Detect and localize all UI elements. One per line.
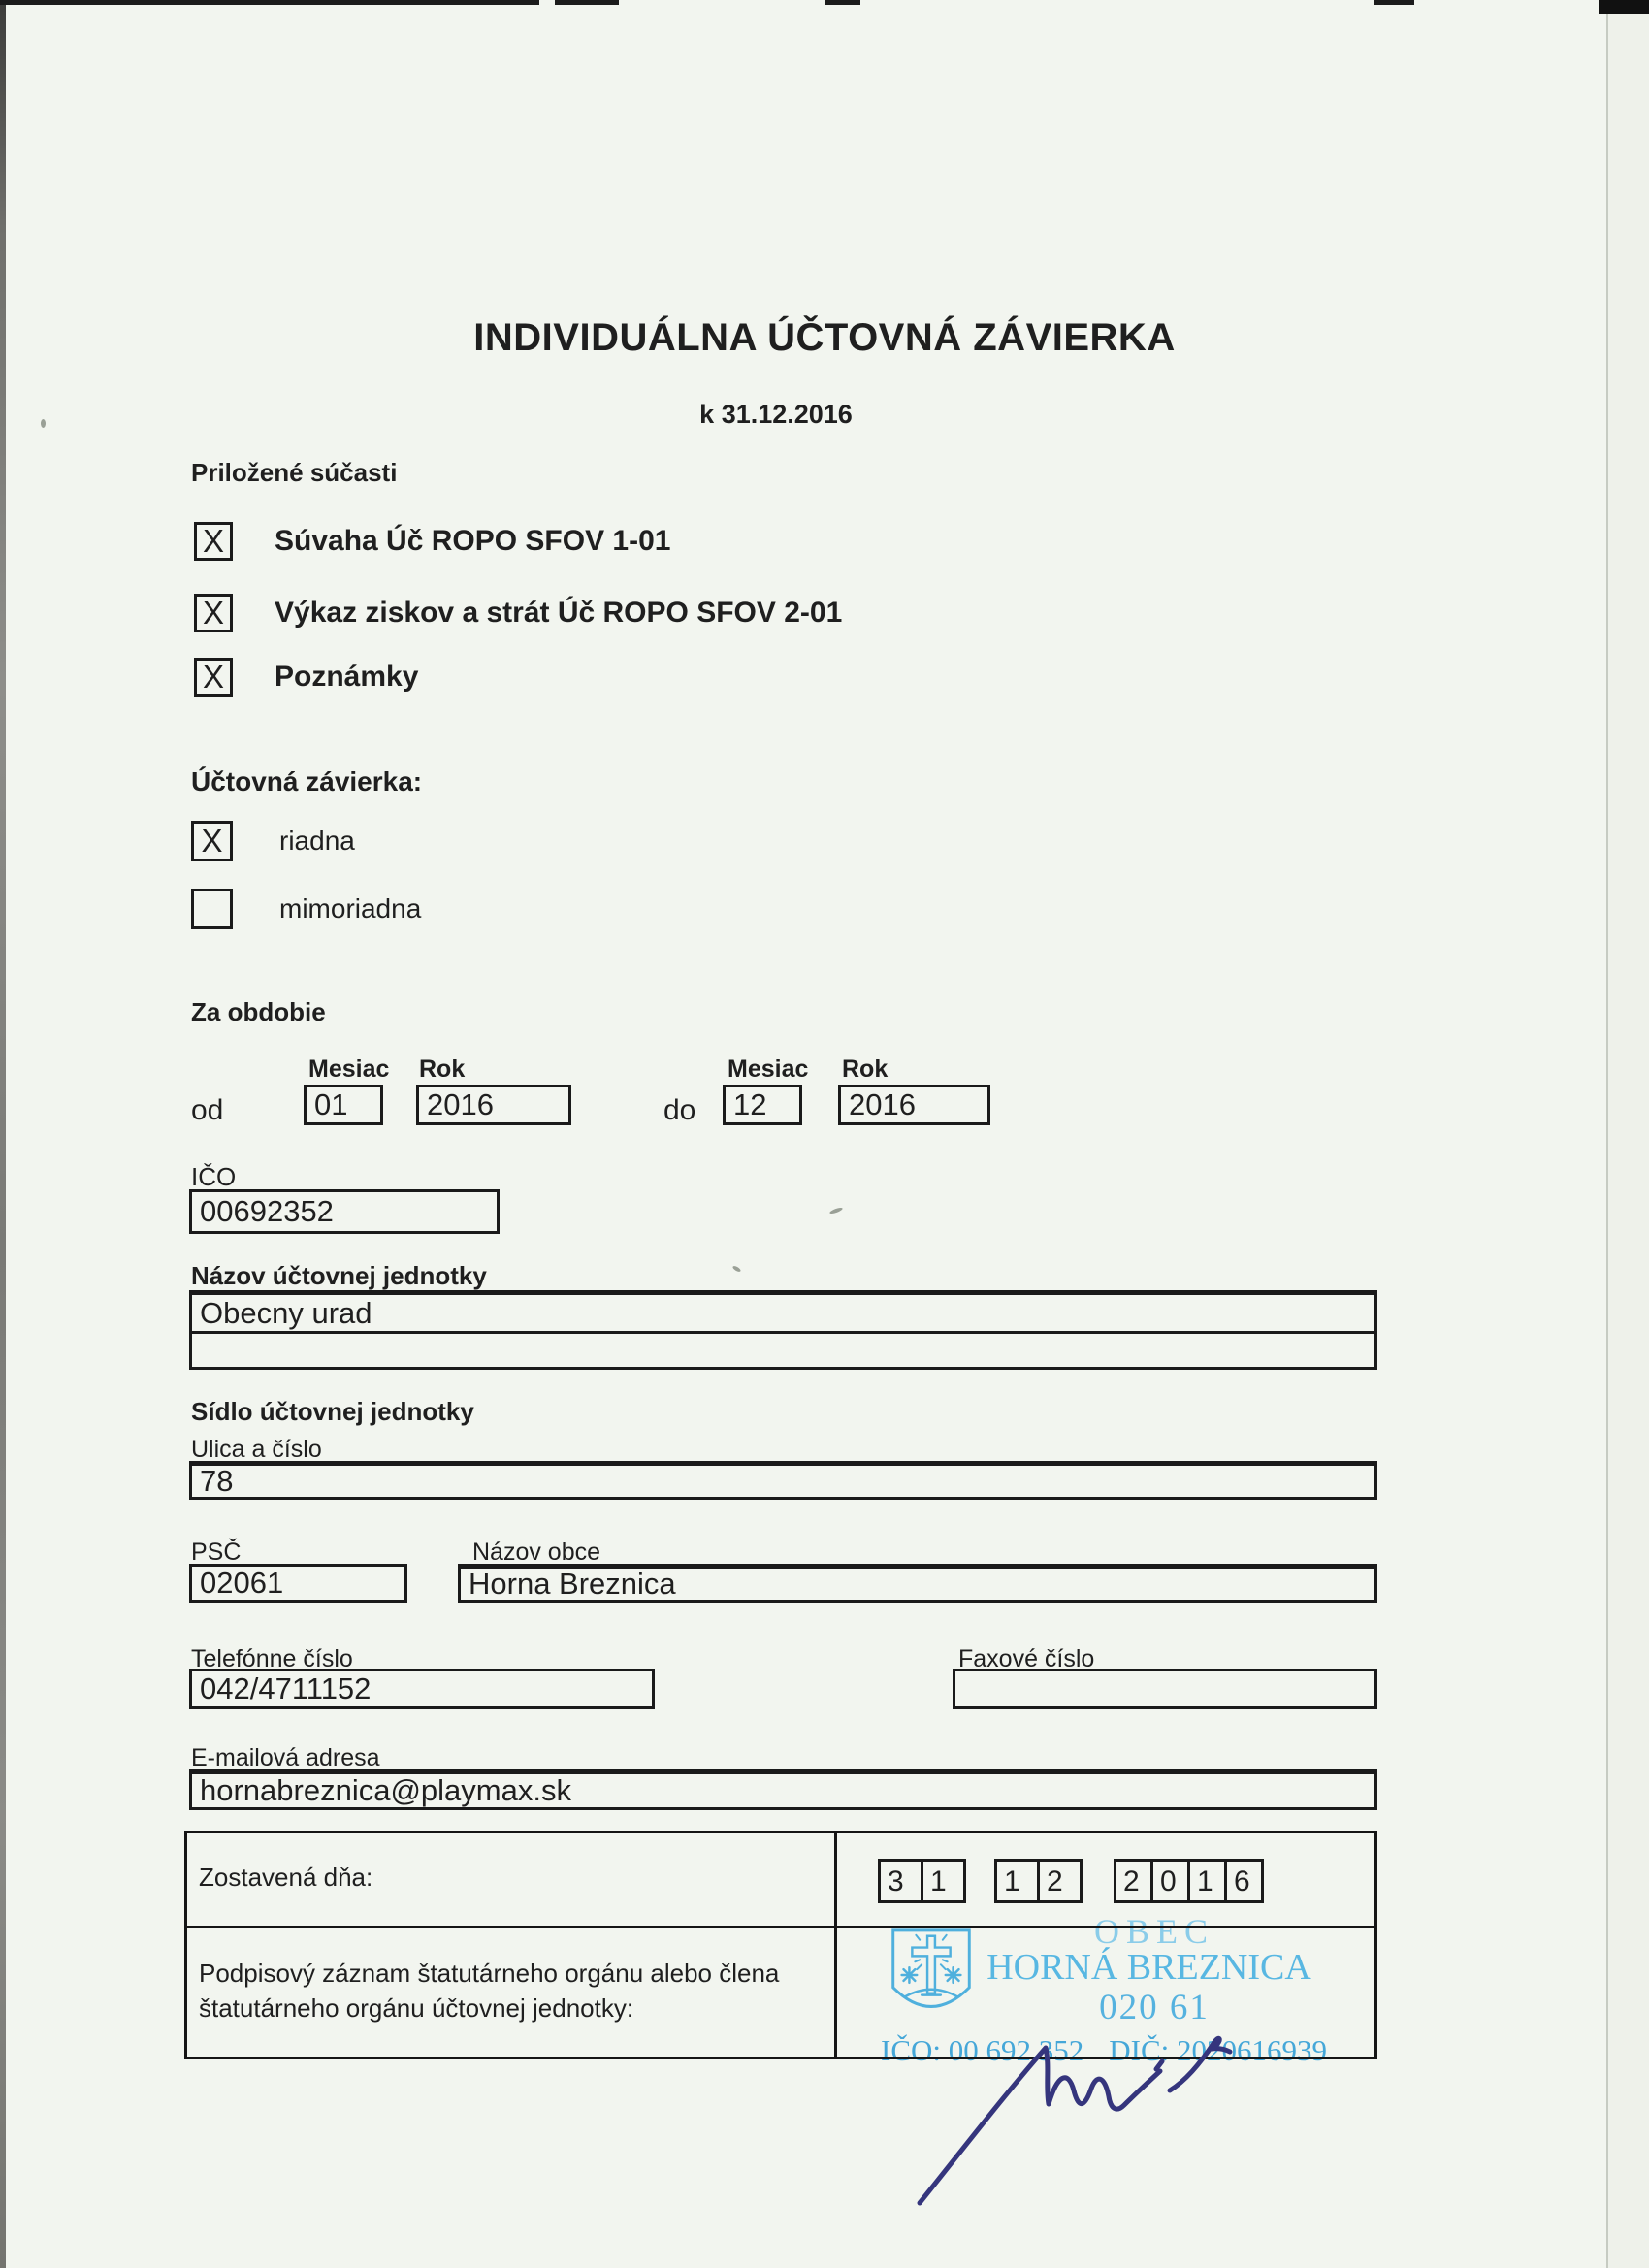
checkbox-mimoriadna-label: mimoriadna <box>279 893 422 923</box>
stamp-line-municipality: HORNÁ BREZNICA <box>986 1947 1311 1988</box>
checkbox-row-vykaz <box>194 594 842 632</box>
period-heading: Za obdobie <box>191 997 326 1026</box>
stamp-dic-value: DIČ: 2020616939 <box>1109 2033 1327 2067</box>
address-heading: Sídlo účtovnej jednotky <box>191 1397 474 1426</box>
zip-label: PSČ <box>191 1539 242 1566</box>
checkbox-riadna: X <box>191 821 233 861</box>
checkbox-row-mimoriadna <box>191 889 421 929</box>
scan-top-line <box>1374 0 1414 5</box>
entity-name-heading: Názov účtovnej jednotky <box>191 1261 487 1290</box>
period-year-label-from: Rok <box>419 1055 466 1083</box>
checkbox-row-suvaha <box>194 522 670 561</box>
date-month-digit-1: 1 <box>994 1859 1040 1903</box>
checkbox-riadna-label: riadna <box>279 826 355 856</box>
date-year-digit-2: 0 <box>1150 1859 1190 1903</box>
period-month-label-to: Mesiac <box>728 1055 809 1083</box>
checkbox-poznamky: X <box>194 658 233 697</box>
date-year-digit-3: 1 <box>1187 1859 1227 1903</box>
checkbox-mimoriadna <box>191 889 233 929</box>
email-field: hornabreznica@playmax.sk <box>189 1769 1377 1810</box>
fax-label: Faxové číslo <box>958 1645 1095 1672</box>
period-year-label-to: Rok <box>842 1055 889 1083</box>
page-subtitle-date: k 31.12.2016 <box>699 400 853 429</box>
period-to-label: do <box>663 1094 696 1126</box>
checkbox-row-poznamky <box>194 658 418 697</box>
checkbox-suvaha: X <box>194 522 233 561</box>
attachments-heading: Priložené súčasti <box>191 458 398 487</box>
page-title: INDIVIDUÁLNA ÚČTOVNÁ ZÁVIERKA <box>473 316 1176 359</box>
zip-field: 02061 <box>189 1564 407 1603</box>
entity-name-field <box>189 1290 1377 1370</box>
scan-top-line <box>825 0 860 5</box>
date-day-digit-2: 1 <box>921 1859 966 1903</box>
phone-field: 042/4711152 <box>189 1669 655 1709</box>
scan-corner-block <box>1599 0 1649 14</box>
date-day-boxes <box>878 1859 966 1903</box>
ico-field: 00692352 <box>189 1189 500 1234</box>
scan-speck <box>732 1265 742 1273</box>
city-label: Názov obce <box>472 1539 601 1566</box>
checkbox-suvaha-label: Súvaha Úč ROPO SFOV 1-01 <box>275 525 671 557</box>
signature-scribble <box>912 2023 1242 2226</box>
stamp-line-obec: OBEC <box>1093 1912 1214 1951</box>
scan-top-line <box>0 0 539 5</box>
street-field: 78 <box>189 1461 1377 1500</box>
stamp-line-zip: 020 61 <box>1099 1988 1210 2027</box>
checkbox-poznamky-label: Poznámky <box>275 661 419 693</box>
date-label-cell <box>187 1833 837 1926</box>
entity-name-line2 <box>192 1334 1374 1367</box>
date-year-digit-4: 6 <box>1224 1859 1264 1903</box>
date-day-digit-1: 3 <box>878 1859 923 1903</box>
ico-label: IČO <box>191 1162 237 1191</box>
email-label: E-mailová adresa <box>191 1744 380 1771</box>
signature-label-cell <box>187 1928 837 2057</box>
period-to-month-field: 12 <box>723 1085 802 1125</box>
period-to-year-field: 2016 <box>838 1085 990 1125</box>
period-month-label-from: Mesiac <box>308 1055 390 1083</box>
checkbox-vykaz-label: Výkaz ziskov a strát Úč ROPO SFOV 2-01 <box>275 597 843 629</box>
date-year-boxes <box>1114 1859 1264 1903</box>
closing-type-heading: Účtovná závierka: <box>191 766 423 796</box>
period-from-label: od <box>191 1094 224 1126</box>
phone-label: Telefónne číslo <box>191 1645 353 1672</box>
date-year-digit-1: 2 <box>1114 1859 1153 1903</box>
fax-field <box>953 1669 1377 1709</box>
date-month-boxes <box>994 1859 1083 1903</box>
street-label: Ulica a číslo <box>191 1436 322 1463</box>
scan-top-line <box>555 0 619 5</box>
period-from-month-field: 01 <box>304 1085 383 1125</box>
stamp-ico-value: IČO: 00 692 352 <box>881 2033 1084 2067</box>
city-field: Horna Breznica <box>458 1564 1377 1603</box>
signature-statement-label: Podpisový záznam štatutárneho orgánu alebo člena štatutárneho orgánu účtovnej jednotky: <box>199 1959 780 2023</box>
date-month-digit-2: 2 <box>1037 1859 1083 1903</box>
entity-name-line1: Obecny urad <box>192 1295 1374 1334</box>
checkbox-row-riadna <box>191 821 355 861</box>
checkbox-vykaz: X <box>194 594 233 632</box>
compiled-date-label: Zostavená dňa: <box>199 1863 373 1892</box>
scan-speck <box>829 1207 844 1215</box>
period-from-year-field: 2016 <box>416 1085 571 1125</box>
